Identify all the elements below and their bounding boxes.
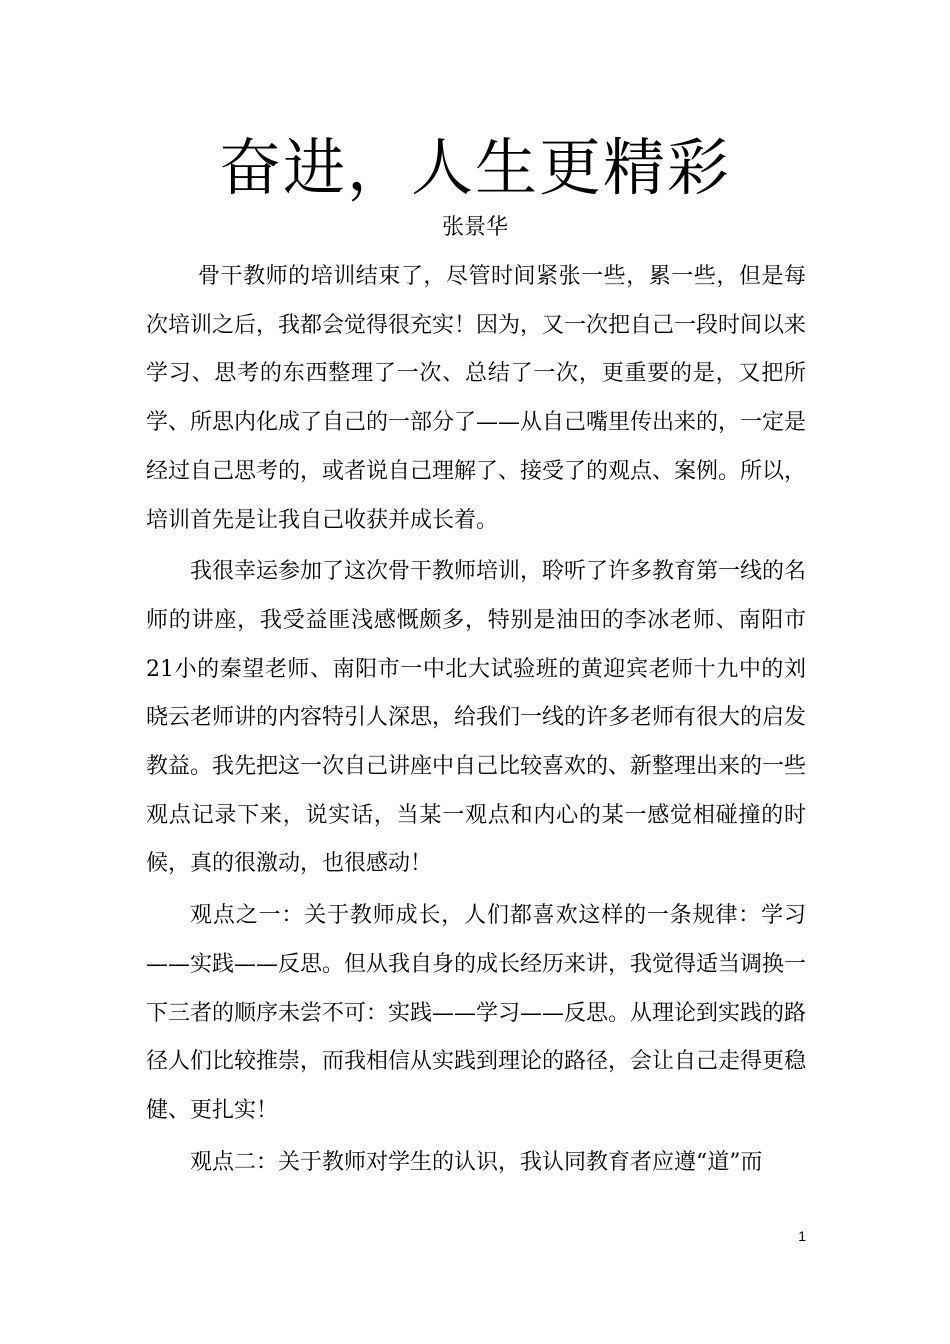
paragraph-3: 观点之一：关于教师成长，人们都喜欢这样的一条规律：学习——实践——反思。但从我自身的成长经历来讲，我觉得适当调换一下三者的顺序未尝不可：实践——学习——反思。从理论到实践的路径人们比较推崇，而我相信从实践到理论的路径，会让自己走得更稳健、更扎实！ <box>146 903 807 1123</box>
document-body <box>146 253 806 1190</box>
document-title: 奋进，人生更精彩 <box>218 131 731 204</box>
document-author: 张景华 <box>441 215 508 240</box>
page-number: 1 <box>798 1228 806 1244</box>
paragraph-2: 我很幸运参加了这次骨干教师培训，聆听了许多教育第一线的名师的讲座，我受益匪浅感慨颇多，特别是油田的李冰老师、南阳市21小的秦望老师、南阳市一中北大试验班的黄迎宾老师十九中的刘晓云老师讲的内容特引人深思，给我们一线的许多老师有很大的启发教益。我先把这一次自己讲座中自己比较喜欢的、新整理出来的一些观点记录下来，说实话，当某一观点和内心的某一感觉相碰撞的时候，真的很激动，也很感动！ <box>146 559 807 877</box>
paragraph-4: 观点二：关于教师对学生的认识，我认同教育者应遵“道”而 <box>190 1149 763 1175</box>
paragraph-1: 骨干教师的培训结束了，尽管时间紧张一些，累一些，但是每次培训之后，我都会觉得很充实！因为，又一次把自己一段时间以来学习、思考的东西整理了一次、总结了一次，更重要的是，又把所学、所思内化成了自己的一部分了——从自己嘴里传出来的，一定是经过自己思考的，或者说自己理解了、接受了的观点、案例。所以，培训首先是让我自己收获并成长着。 <box>146 264 807 533</box>
